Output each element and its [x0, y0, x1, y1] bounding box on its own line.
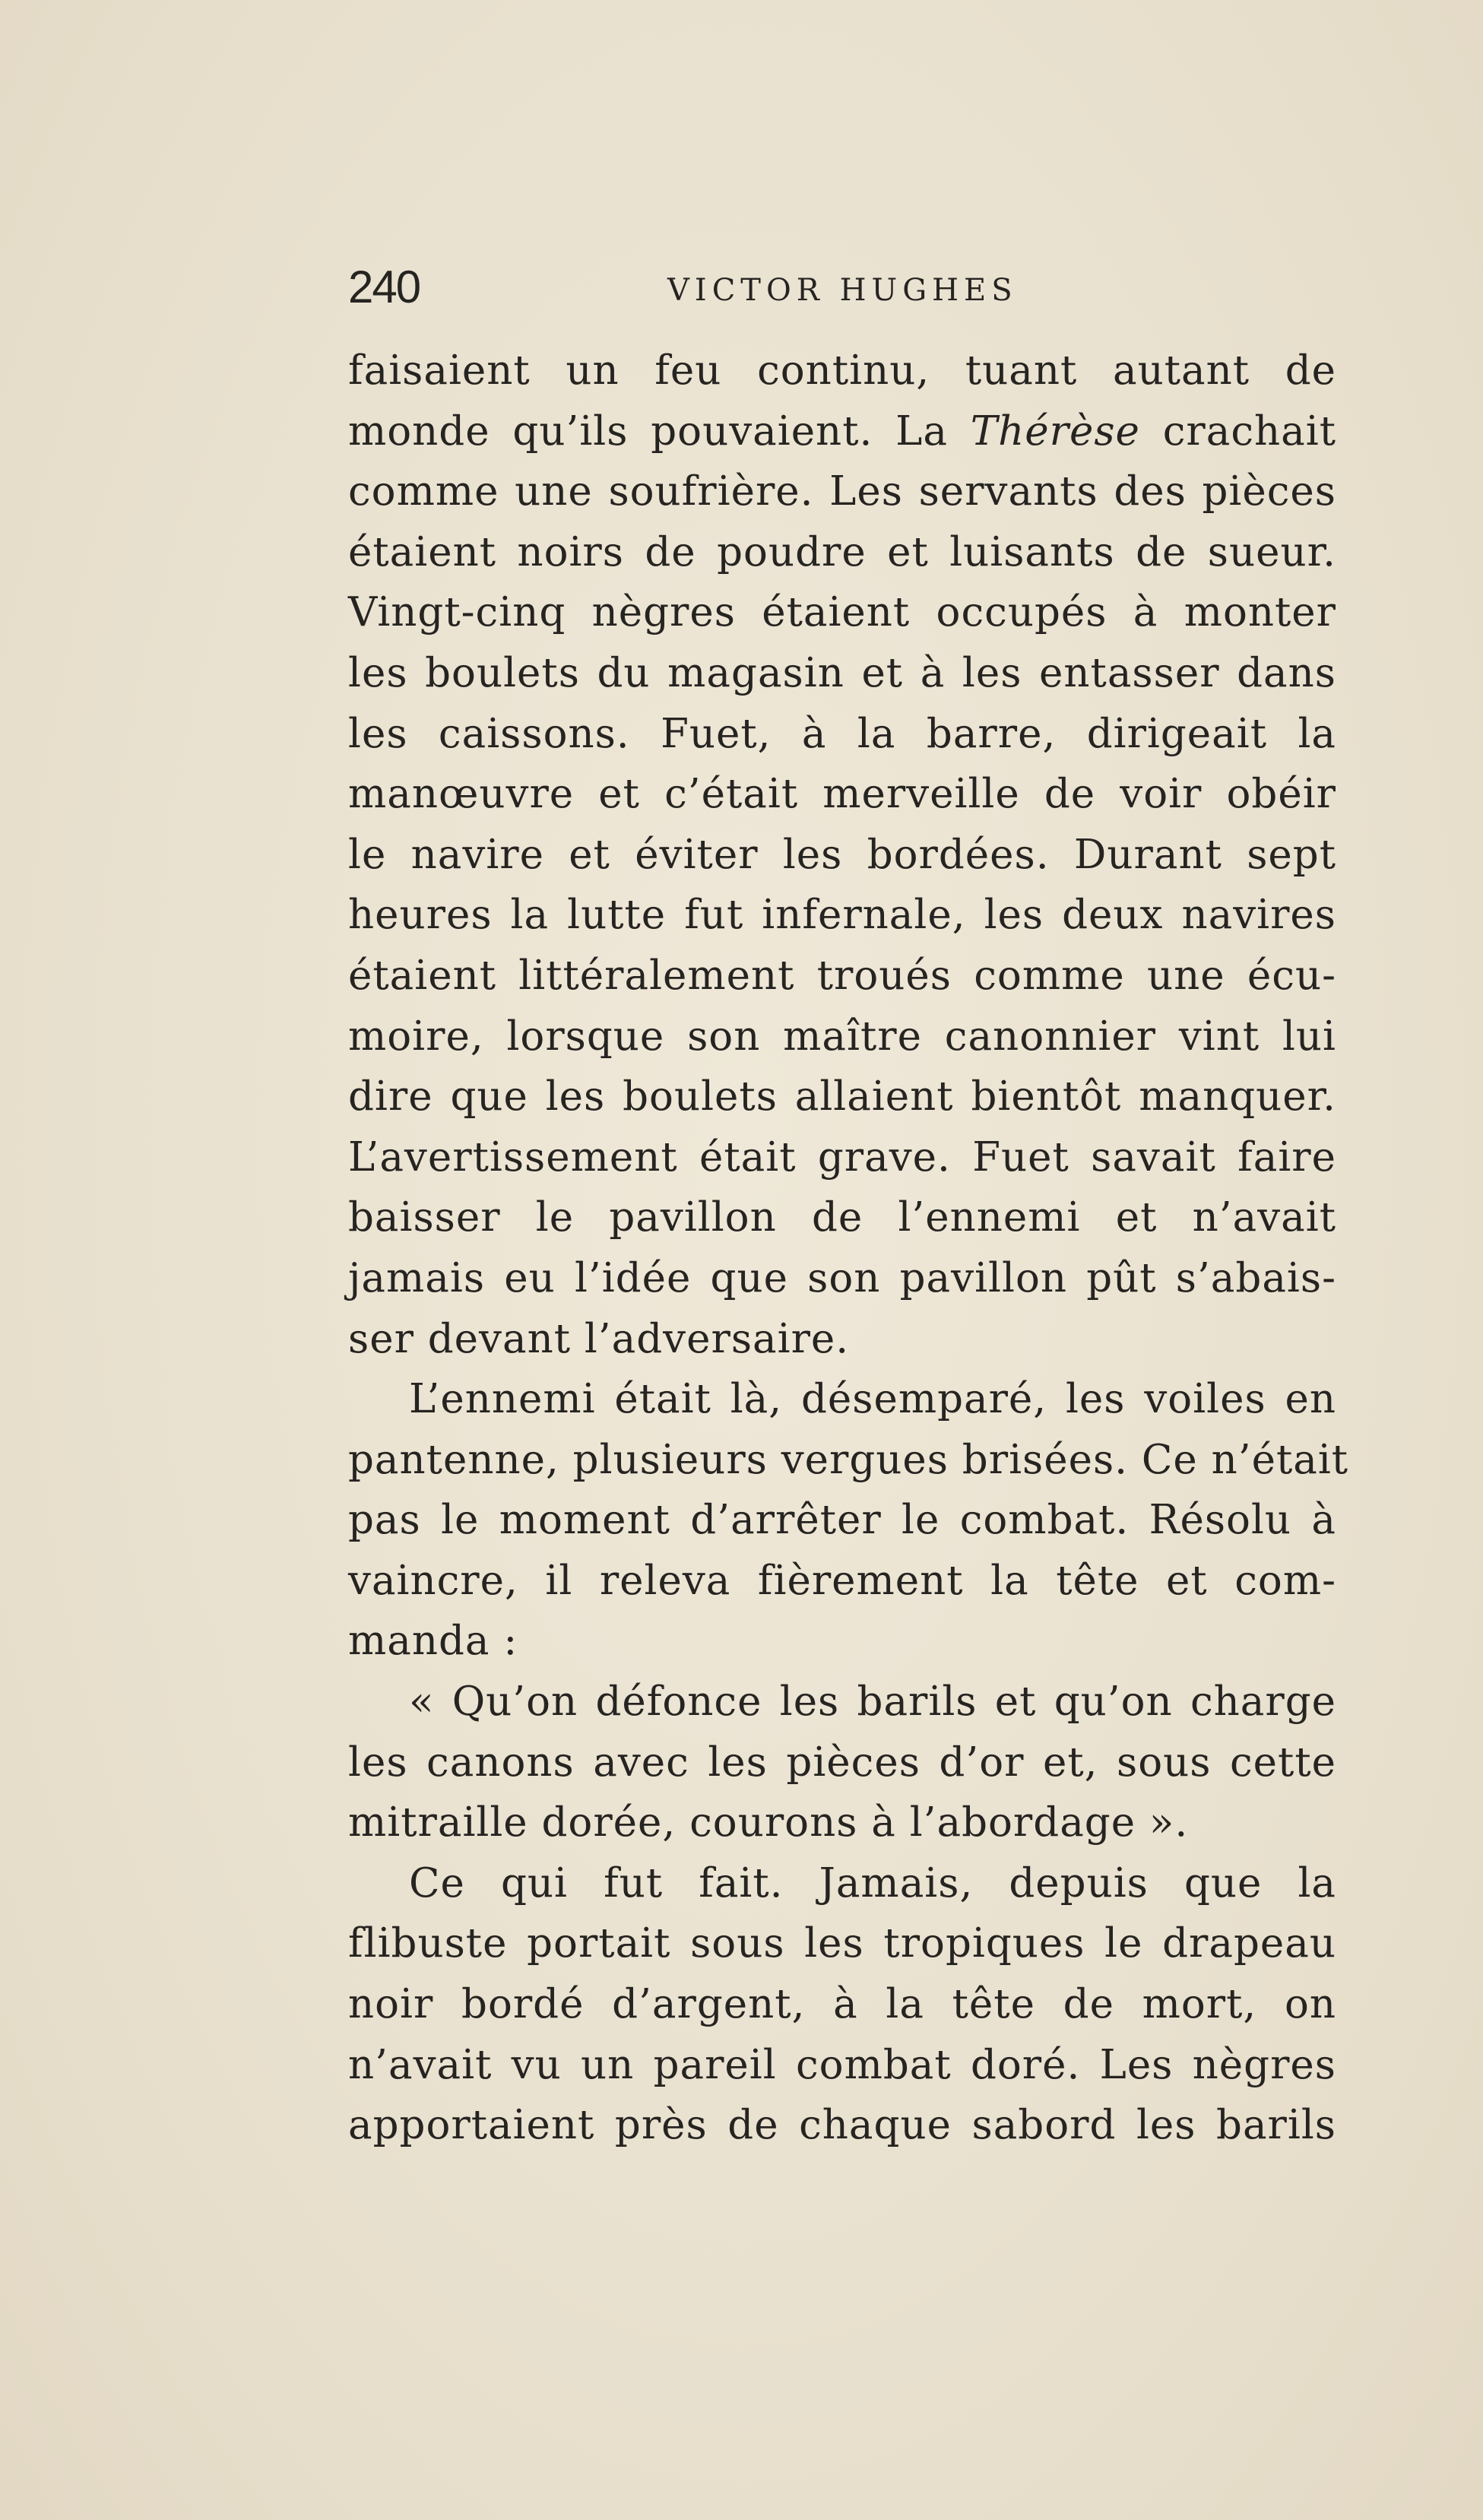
text-line: manœuvre et c’était merveille de voir obéir: [348, 771, 1336, 818]
text-line: L’ennemi était là, désemparé, les voiles en: [409, 1376, 1336, 1423]
text-line: les canons avec les pièces d’or et, sous cette: [348, 1739, 1336, 1786]
page-number: 240: [348, 262, 420, 312]
text-line: pantenne, plusieurs vergues brisées. Ce n’était: [348, 1436, 1349, 1483]
text-line: flibuste portait sous les tropiques le drapeau: [348, 1920, 1336, 1967]
text-line: heures la lutte fut infernale, les deux navires: [348, 892, 1336, 939]
text-line: moire, lorsque son maître canonnier vint lui: [348, 1013, 1336, 1060]
text-line: faisaient un feu continu, tuant autant de: [348, 347, 1336, 394]
text-line: les boulets du magasin et à les entasser dans: [348, 649, 1336, 696]
text-line: pas le moment d’arrêter le combat. Résolu à: [348, 1497, 1336, 1544]
page-header: [348, 257, 1336, 318]
running-head: VICTOR HUGHES: [667, 273, 1018, 308]
text-line: L’avertissement était grave. Fuet savait faire: [348, 1133, 1336, 1181]
text-line: ser devant l’adversaire.: [348, 1315, 850, 1362]
text-line: Vingt-cinq nègres étaient occupés à monter: [348, 589, 1336, 636]
text-line: jamais eu l’idée que son pavillon pût s’abais-: [348, 1254, 1336, 1301]
text-line: baisser le pavillon de l’ennemi et n’avait: [348, 1194, 1336, 1241]
text-line: dire que les boulets allaient bientôt manquer.: [348, 1073, 1336, 1121]
text-segment: crachait: [1139, 407, 1336, 455]
text-line: le navire et éviter les bordées. Durant sept: [348, 831, 1336, 878]
text-line: n’avait vu un pareil combat doré. Les nègres: [348, 2041, 1336, 2088]
text-line: étaient noirs de poudre et luisants de sueur.: [348, 528, 1336, 575]
text-line: comme une soufrière. Les servants des pièces: [348, 468, 1336, 515]
text-line: vaincre, il releva fièrement la tête et com-: [348, 1557, 1336, 1604]
ship-name-italic: Thérèse: [970, 407, 1140, 455]
text-line: étaient littéralement troués comme une écu-: [348, 952, 1336, 999]
text-segment: monde qu’ils pouvaient. La: [348, 407, 971, 455]
text-line: noir bordé d’argent, à la tête de mort, on: [348, 1981, 1336, 2028]
text-line: [348, 401, 1336, 462]
text-line: manda :: [348, 1618, 518, 1665]
text-line: les caissons. Fuet, à la barre, dirigeait la: [348, 710, 1336, 757]
text-line: apportaient près de chaque sabord les barils: [348, 2102, 1336, 2149]
body-text: [348, 341, 1349, 2156]
text-line: Ce qui fut fait. Jamais, depuis que la: [409, 1859, 1336, 1907]
text-line: « Qu’on défonce les barils et qu’on charge: [409, 1678, 1336, 1726]
text-line: mitraille dorée, courons à l’abordage ».: [348, 1799, 1189, 1846]
